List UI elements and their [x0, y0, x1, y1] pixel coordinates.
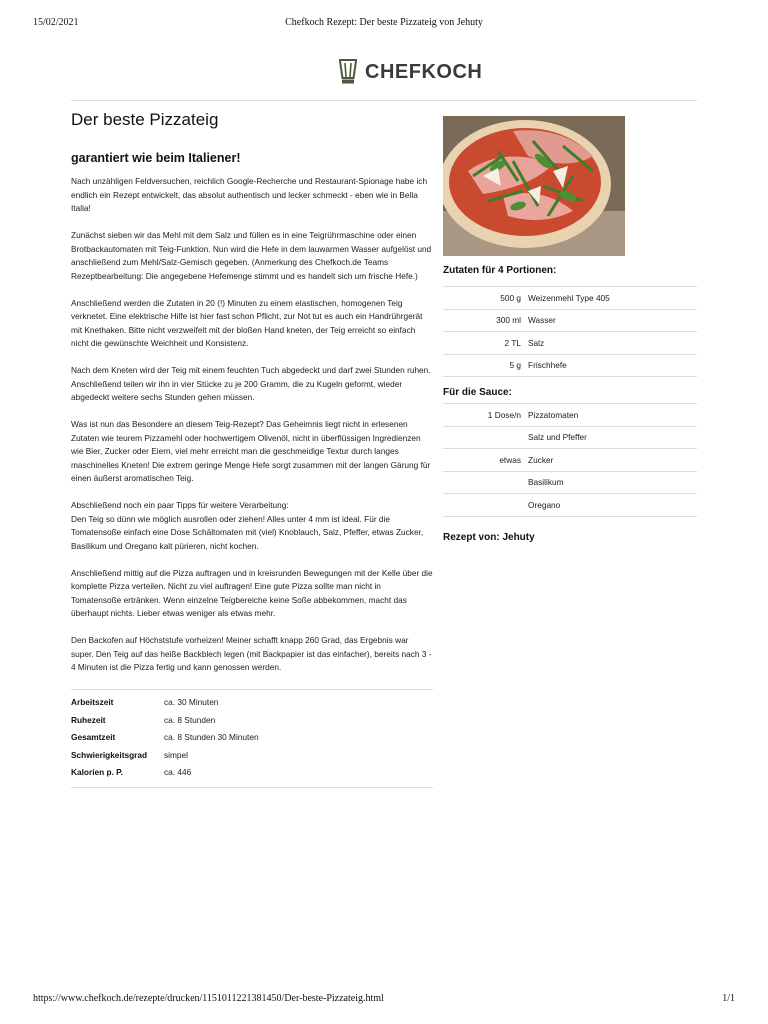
ingredient-amount: 2 TL — [504, 337, 521, 348]
instruction-paragraph: Den Backofen auf Höchststufe vorheizen! Meiner schafft knapp 260 Grad, das Ergebnis war super. Den Teig auf das heiße Backblech legen (mit Backpapier ist das einfacher), bereits nach 3 - 4 Minuten ist die Pizza fertig und kann genossen werden. — [71, 635, 432, 672]
info-value: ca. 8 Stunden — [164, 714, 216, 725]
recipe-author: Rezept von: Jehuty — [443, 531, 535, 543]
info-label: Schwierigkeitsgrad — [71, 749, 148, 760]
info-value: ca. 446 — [164, 767, 192, 778]
info-row — [71, 729, 433, 747]
header-divider — [71, 100, 697, 101]
ingredients-heading: Zutaten für 4 Portionen: — [443, 265, 557, 276]
ingredient-amount: etwas — [499, 454, 521, 465]
ingredient-name: Basilikum — [528, 477, 564, 488]
info-value: ca. 30 Minuten — [164, 697, 219, 708]
ingredient-name: Weizenmehl Type 405 — [528, 292, 610, 303]
info-row — [71, 764, 433, 782]
instruction-paragraph: Nach unzähligen Feldversuchen, reichlich Google-Recherche und Restaurant-Spionage habe ich endlich ein Rezept entwickelt, das absolut authentisch und lecker schmeckt - eben wie in Bella Italia! — [71, 176, 428, 213]
ingredient-row — [443, 472, 697, 495]
logo-wordmark: CHEFKOCH — [365, 60, 483, 83]
print-title: Chefkoch Rezept: Der beste Pizzateig von Jehuty — [285, 17, 483, 28]
ingredient-amount: 5 g — [509, 360, 521, 371]
ingredient-name: Frischhefe — [528, 360, 567, 371]
ingredient-row — [443, 287, 697, 310]
chef-hat-icon — [337, 58, 359, 86]
info-value: ca. 8 Stunden 30 Minuten — [164, 732, 259, 743]
ingredient-row — [443, 404, 697, 427]
ingredient-name: Zucker — [528, 454, 554, 465]
instruction-paragraph: Zunächst sieben wir das Mehl mit dem Salz und füllen es in eine Teigrührmaschine oder einen Brotbackautomaten mit Teig-Funktion. Nun wird die Hefe in dem lauwarmen Wasser aufgelöst und anschließend zum Mehl/Salz-Gemisch gegeben. (Anmerkung des Chefkoch.de Teams Rezeptbearbeitung: Die angegebene Hefemenge stimmt und es handelt sich um frische Hefe.) — [71, 230, 432, 281]
instruction-paragraph: Anschließend mittig auf die Pizza auftragen und in kreisrunden Bewegungen mit der Kelle über die komplette Pizza verteilen. Nicht zu viel auftragen! Eine gute Pizza sollte man nicht in Tomatensoße ertränken. Wenn einzelne Teigbereiche keine Soße abbekommen, macht das überhaupt nichts. Lieber etwas weniger als etwas mehr. — [71, 567, 433, 618]
pizza-photo — [443, 116, 625, 256]
ingredient-row — [443, 332, 697, 355]
info-row — [71, 711, 433, 729]
instruction-paragraph: Was ist nun das Besondere an diesem Teig-Rezept? Das Geheimnis liegt nicht in erlesenen Zutaten wie teurem Pizzamehl oder hochwertigem Olivenöl, nicht in überflüssigen Ingredienzen wie Bier, Zucker oder Eiern, viel mehr erreicht man die geschmeidige Textur durch langes maschinelles Kneten! Die extrem geringe Menge Hefe sorgt zusammen mit der langen Gärung für einen äußerst aromatischen Teig. — [71, 419, 431, 483]
recipe-sidebar — [443, 116, 697, 543]
instruction-paragraph: Abschließend noch ein paar Tipps für weitere Verarbeitung: Den Teig so dünn wie möglich ausrollen oder ziehen! Alles unter 4 mm ist ideal. Für die Tomatensoße einfach eine Dose Schältomaten mit (viel) Knoblauch, Salz, Pfeffer, etwas Zucker, Basilikum und Oregano kalt pürieren, nicht kochen. — [71, 500, 424, 551]
info-value: simpel — [164, 749, 188, 760]
info-label: Kalorien p. P. — [71, 767, 123, 778]
ingredient-row — [443, 449, 697, 472]
recipe-instructions — [71, 175, 433, 675]
ingredient-row — [443, 310, 697, 333]
instruction-paragraph: Nach dem Kneten wird der Teig mit einem feuchten Tuch abgedeckt und darf zwei Stunden ruhen. Anschließend teilen wir ihn in vier Stücke zu je 200 Gramm, die zu Kugeln geformt, wieder abgedeckt weitere sechs Stunden gehen müssen. — [71, 365, 431, 402]
info-label: Ruhezeit — [71, 714, 106, 725]
instruction-paragraph: Anschließend werden die Zutaten in 20 (!) Minuten zu einem elastischen, homogenen Teig verknetet. Eine elektrische Hilfe ist hier fast schon Pflicht, zur Not tut es auch ein Handrührgerät mit Knethaken. Bitte nicht verzweifelt mit der bloßen Hand kneten, der Teig erreicht so einfach nicht die gewünschte Weichheit und Konsistenz. — [71, 297, 423, 348]
sauce-ingredients-list — [443, 403, 697, 517]
ingredient-name: Pizzatomaten — [528, 409, 579, 420]
print-page-number: 1/1 — [722, 993, 735, 1004]
info-label: Arbeitszeit — [71, 697, 114, 708]
chefkoch-logo[interactable] — [337, 58, 482, 86]
ingredient-name: Oregano — [528, 499, 561, 510]
recipe-title: Der beste Pizzateig — [71, 110, 219, 129]
info-row — [71, 746, 433, 764]
ingredient-row — [443, 494, 697, 517]
recipe-main — [71, 110, 433, 788]
recipe-info-table — [71, 689, 433, 789]
ingredient-name: Salz — [528, 337, 545, 348]
ingredient-row — [443, 355, 697, 378]
ingredient-amount: 300 ml — [496, 315, 521, 326]
ingredients-list — [443, 286, 697, 377]
print-date: 15/02/2021 — [33, 17, 79, 28]
ingredient-name: Salz und Pfeffer — [528, 432, 587, 443]
ingredient-row — [443, 427, 697, 450]
print-url: https://www.chefkoch.de/rezepte/drucken/1151011221381450/Der-beste-Pizzateig.html — [33, 993, 384, 1004]
info-row — [71, 694, 433, 712]
ingredient-amount: 1 Dose/n — [487, 409, 521, 420]
info-label: Gesamtzeit — [71, 732, 116, 743]
sauce-heading: Für die Sauce: — [443, 387, 512, 398]
ingredient-name: Wasser — [528, 315, 556, 326]
ingredient-amount: 500 g — [500, 292, 521, 303]
recipe-subtitle: garantiert wie beim Italiener! — [71, 151, 241, 165]
